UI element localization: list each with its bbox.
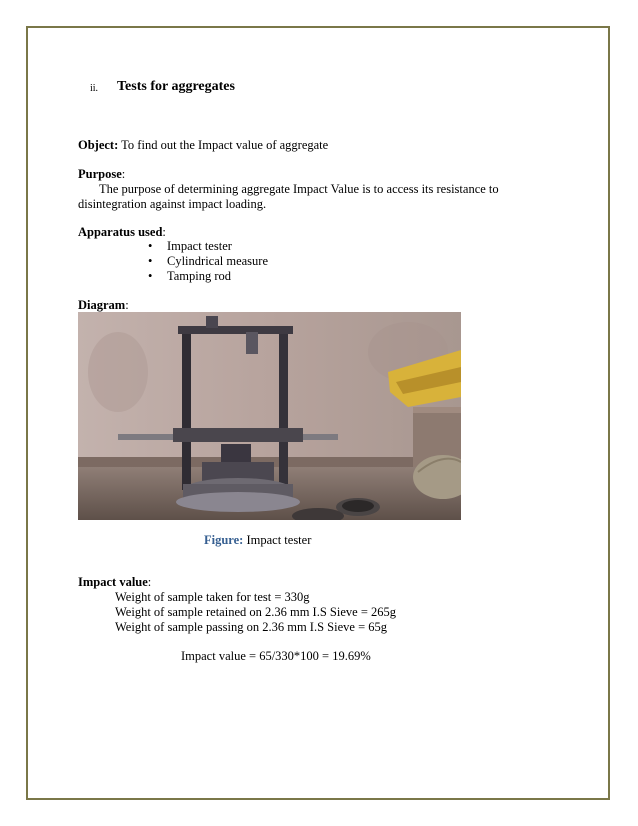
object-label: Object: bbox=[78, 138, 119, 152]
impact-line-1: Weight of sample taken for test = 330g bbox=[115, 590, 310, 604]
object-text: To find out the Impact value of aggregate bbox=[118, 138, 329, 152]
diagram-label: Diagram bbox=[78, 298, 126, 312]
purpose-line-1: The purpose of determining aggregate Impact Value is to access its resistance to bbox=[99, 182, 499, 196]
impact-heading bbox=[78, 574, 151, 590]
heading-title: Tests for aggregates bbox=[117, 79, 235, 94]
list-item: Impact tester bbox=[167, 239, 232, 253]
impact-line-3: Weight of sample passing on 2.36 mm I.S Sieve = 65g bbox=[115, 620, 387, 634]
impact-colon: : bbox=[147, 575, 152, 589]
list-item: Tamping rod bbox=[167, 269, 232, 283]
purpose-line-2: disintegration against impact loading. bbox=[78, 197, 267, 211]
bullet-icon: • bbox=[148, 254, 153, 268]
purpose-colon: : bbox=[121, 167, 126, 181]
diagram-heading bbox=[78, 297, 129, 313]
heading-number: ii. bbox=[90, 83, 99, 94]
apparatus-label: Apparatus used bbox=[78, 225, 163, 239]
impact-tester-photo bbox=[78, 312, 461, 520]
impact-label: Impact value bbox=[78, 575, 148, 589]
object-line bbox=[78, 137, 328, 153]
purpose-label: Purpose bbox=[78, 167, 122, 181]
purpose-heading bbox=[78, 166, 125, 182]
bullet-icon: • bbox=[148, 239, 153, 253]
bullet-icon: • bbox=[148, 269, 153, 283]
impact-tester-illustration bbox=[78, 312, 461, 520]
figure-caption-text: Impact tester bbox=[243, 533, 312, 547]
diagram-colon: : bbox=[125, 298, 129, 312]
apparatus-heading bbox=[78, 224, 166, 240]
apparatus-colon: : bbox=[162, 225, 166, 239]
impact-result: Impact value = 65/330*100 = 19.69% bbox=[181, 649, 371, 663]
list-item: Cylindrical measure bbox=[167, 254, 269, 268]
impact-line-2: Weight of sample retained on 2.36 mm I.S Sieve = 265g bbox=[115, 605, 396, 619]
figure-label: Figure: bbox=[204, 533, 244, 547]
figure-caption bbox=[204, 532, 311, 548]
